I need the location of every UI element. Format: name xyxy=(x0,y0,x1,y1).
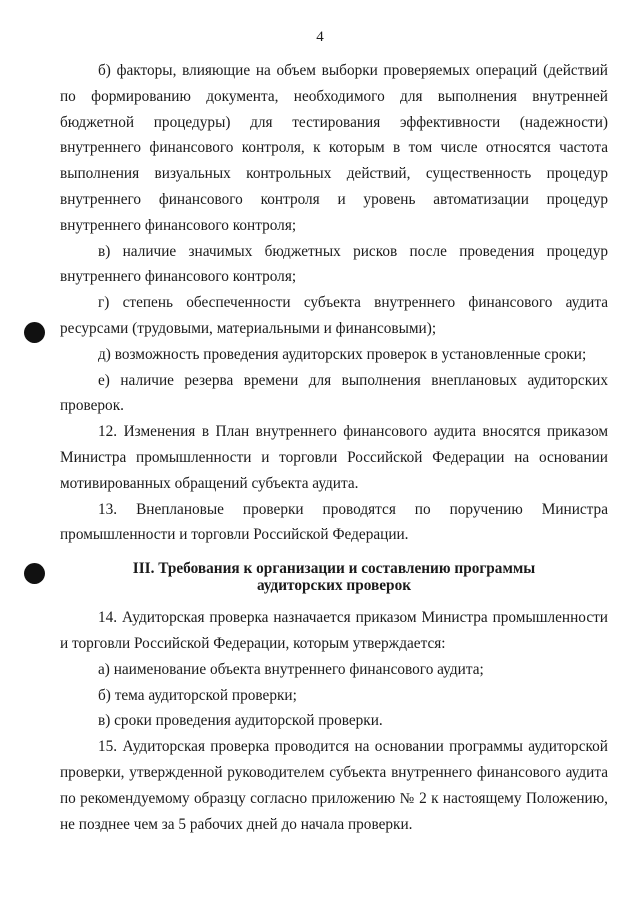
paragraph-b-factors: б) факторы, влияющие на объем выборки проверяемых операций (действий по формированию документа, необходимого для выполнения внутренней бюджетной процедуры) для тестирования эффективности (надежности) внутреннего финансового контроля, к которым в том числе относятся частота выполнения визуальных контрольных действий, существенность процедур внутреннего финансового контроля и уровень автоматизации процедур внутреннего финансового контроля; xyxy=(60,62,608,234)
binder-hole-icon xyxy=(24,563,45,584)
paragraph-d-deadlines: д) возможность проведения аудиторских проверок в установленные сроки; xyxy=(98,345,587,363)
paragraph-12-changes: 12. Изменения в План внутреннего финансового аудита вносятся приказом Министра промышленности и торговли Российской Федерации на основании мотивированных обращений субъекта аудита. xyxy=(60,423,608,492)
paragraph-b-topic: б) тема аудиторской проверки; xyxy=(98,686,297,704)
paragraph-e-reserve: е) наличие резерва времени для выполнения внеплановых аудиторских проверок. xyxy=(60,371,608,415)
section-title-line-1: III. Требования к организации и составлению программы xyxy=(132,560,536,578)
paragraph-13-unscheduled: 13. Внеплановые проверки проводятся по поручению Министра промышленности и торговли Российской Федерации. xyxy=(60,500,608,544)
paragraph-v-terms: в) сроки проведения аудиторской проверки. xyxy=(98,712,383,730)
paragraph-15-program: 15. Аудиторская проверка проводится на основании программы аудиторской проверки, утвержденной руководителем субъекта внутреннего финансового аудита по рекомендуемому образцу согласно приложению № 2 к настоящему Положению, не позднее чем за 5 рабочих дней до начала проверки. xyxy=(60,738,608,833)
paragraph-14-appointment: 14. Аудиторская проверка назначается приказом Министра промышленности и торговли Российской Федерации, которым утверждается: xyxy=(60,609,608,652)
section-title xyxy=(60,560,608,594)
binder-hole-icon xyxy=(24,322,45,343)
paragraph-a-object: а) наименование объекта внутреннего финансового аудита; xyxy=(98,660,484,678)
paragraph-v-risks: в) наличие значимых бюджетных рисков после проведения процедур внутреннего финансового контроля; xyxy=(60,242,608,286)
section-title-line-2: аудиторских проверок xyxy=(256,577,412,595)
document-body xyxy=(60,58,608,837)
page-number: 4 xyxy=(316,29,324,45)
paragraph-g-resources: г) степень обеспеченности субъекта внутреннего финансового аудита ресурсами (трудовыми, материальными и финансовыми); xyxy=(60,294,608,337)
